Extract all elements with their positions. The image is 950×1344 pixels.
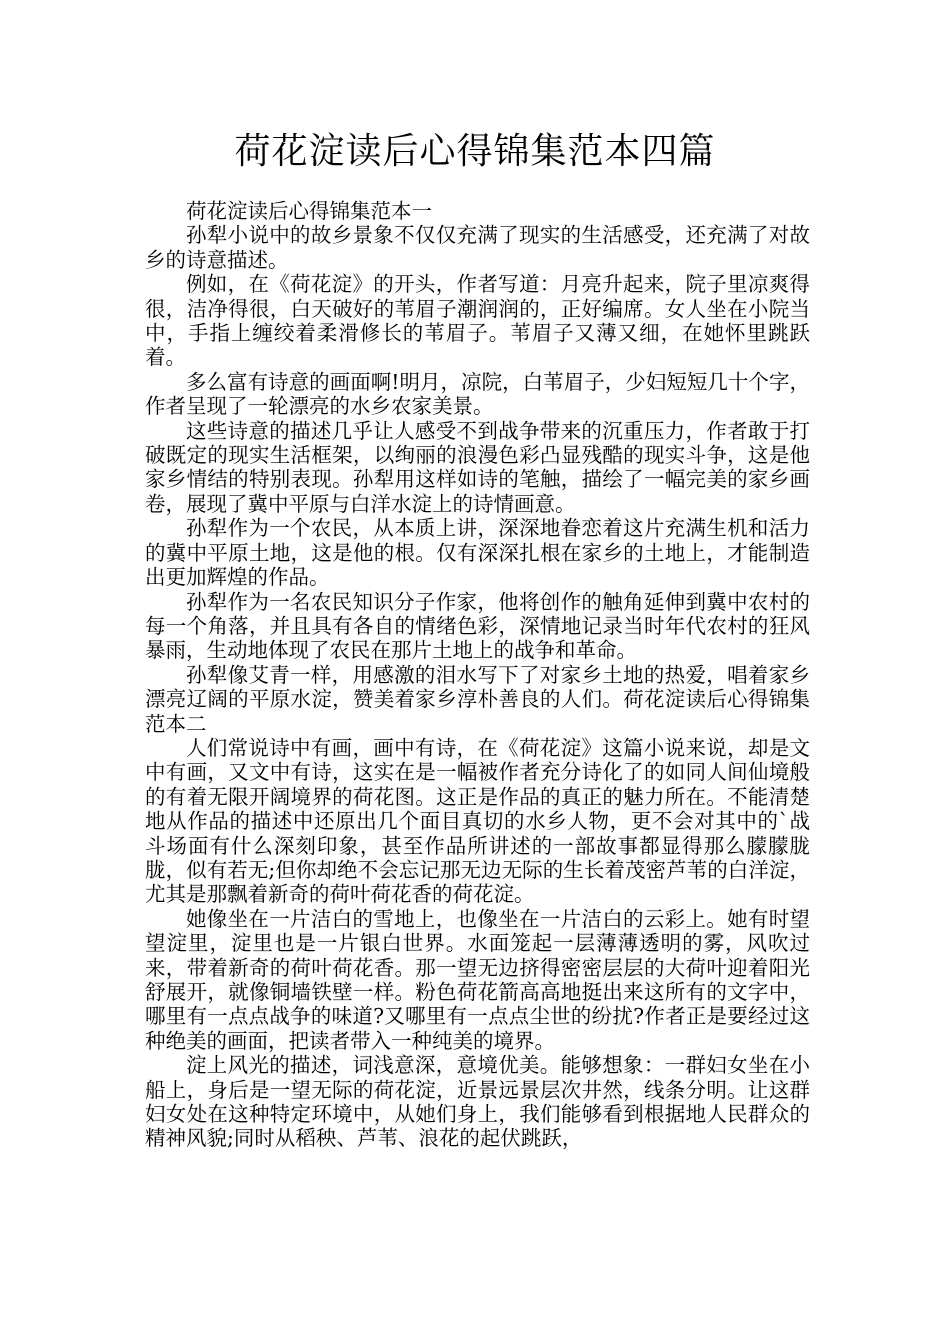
- paragraph: 孙犁作为一名农民知识分子作家，他将创作的触角延伸到冀中农村的每一个角落，并且具有各自的情绪色彩，深情地记录当时年代农村的狂风暴雨，生动地体现了农民在那片土地上的战争和革命。: [145, 589, 810, 663]
- paragraph: 孙犁作为一个农民，从本质上讲，深深地眷恋着这片充满生机和活力的冀中平原土地，这是他的根。仅有深深扎根在家乡的土地上，才能制造出更加辉煌的作品。: [145, 516, 810, 590]
- paragraph: 人们常说诗中有画，画中有诗，在《荷花淀》这篇小说来说，却是文中有画，又文中有诗，这实在是一幅被作者充分诗化了的如同人间仙境般的有着无限开阔境界的荷花图。这正是作品的真正的魅力所在。不能清楚地从作品的描述中还原出几个面目真切的水乡人物，更不会对其中的`战斗场面有什么深刻印象，甚至作品所讲述的一部故事都显得那么朦朦胧胧，似有若无;但你却绝不会忘记那无边无际的生长着茂密芦苇的白洋淀，尤其是那飘着新奇的荷叶荷花香的荷花淀。: [145, 735, 810, 907]
- paragraph: 她像坐在一片洁白的雪地上，也像坐在一片洁白的云彩上。她有时望望淀里，淀里也是一片银白世界。水面笼起一层薄薄透明的雾，风吹过来，带着新奇的荷叶荷花香。那一望无边挤得密密层层的大荷叶迎着阳光舒展开，就像铜墙铁壁一样。粉色荷花箭高高地挺出来这所有的文字中，哪里有一点点战争的味道?又哪里有一点点尘世的纷扰?作者正是要经过这种绝美的画面，把读者带入一种纯美的境界。: [145, 906, 810, 1053]
- document-body: [145, 199, 810, 1151]
- paragraph: 这些诗意的描述几乎让人感受不到战争带来的沉重压力，作者敢于打破既定的现实生活框架，以绚丽的浪漫色彩凸显残酷的现实斗争，这是他家乡情结的特别表现。孙犁用这样如诗的笔触，描绘了一幅完美的家乡画卷，展现了冀中平原与白洋水淀上的诗情画意。: [145, 418, 810, 516]
- section-heading: 荷花淀读后心得锦集范本一: [186, 199, 432, 223]
- paragraph: 淀上风光的描述，词浅意深，意境优美。能够想象：一群妇女坐在小船上，身后是一望无际的荷花淀，近景远景层次井然，线条分明。让这群妇女处在这种特定环境中，从她们身上，我们能够看到根据地人民群众的精神风貌;同时从稻秧、芦苇、浪花的起伏跳跃，: [145, 1053, 810, 1151]
- paragraph: 孙犁像艾青一样，用感激的泪水写下了对家乡土地的热爱，唱着家乡漂亮辽阔的平原水淀，赞美着家乡淳朴善良的人们。荷花淀读后心得锦集范本二: [145, 662, 810, 736]
- paragraph: 例如，在《荷花淀》的开头，作者写道：月亮升起来，院子里凉爽得很，洁净得很，白天破好的苇眉子潮润润的，正好编席。女人坐在小院当中，手指上缠绞着柔滑修长的苇眉子。苇眉子又薄又细，在她怀里跳跃着。: [145, 272, 810, 370]
- document-title: 荷花淀读后心得锦集范本四篇: [234, 131, 716, 172]
- paragraph: 多么富有诗意的画面啊!明月，凉院，白苇眉子，少妇短短几十个字，作者呈现了一轮漂亮的水乡农家美景。: [145, 369, 810, 419]
- paragraph: 孙犁小说中的故乡景象不仅仅充满了现实的生活感受，还充满了对故乡的诗意描述。: [145, 223, 810, 272]
